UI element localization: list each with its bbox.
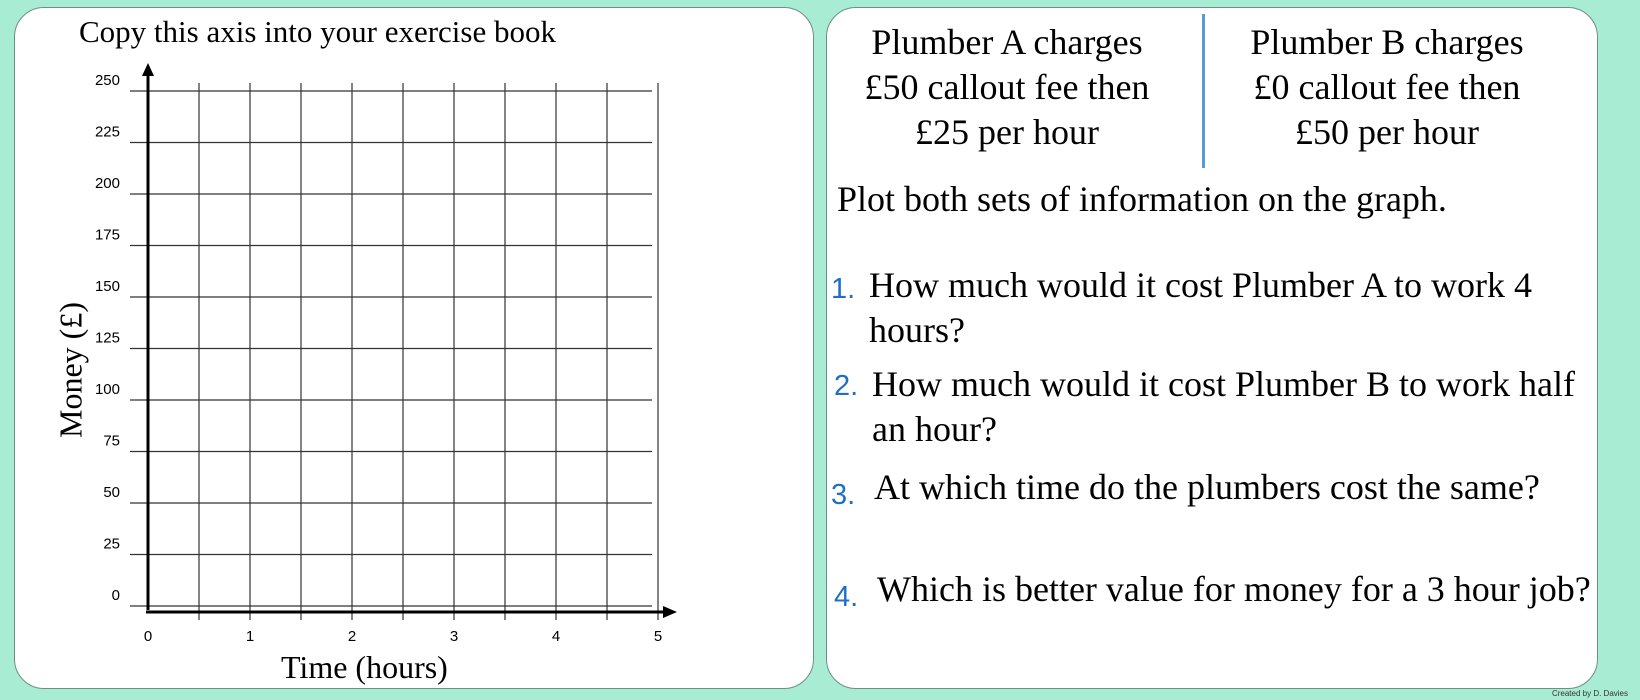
x-tick-label: 2 <box>347 628 357 645</box>
x-tick-label: 1 <box>245 628 255 645</box>
plumber-b-title: Plumber B charges <box>1250 22 1524 62</box>
footer-credit: Created by D. Davies <box>1551 689 1628 698</box>
y-tick-label: 0 <box>111 587 120 604</box>
plumber-b-rate: £50 per hour <box>1295 112 1479 152</box>
plot-instruction: Plot both sets of information on the graph. <box>837 179 1447 219</box>
question-number: 2. <box>834 370 859 402</box>
question-text-line: Which is better value for money for a 3 hour job? <box>877 569 1591 609</box>
question-text-line: How much would it cost Plumber A to work 4 <box>869 265 1532 305</box>
x-tick-label: 0 <box>143 628 153 645</box>
y-tick-label: 125 <box>94 329 120 347</box>
y-tick-label: 250 <box>94 72 120 89</box>
plumber-a-info <box>827 20 1187 155</box>
y-tick-label: 75 <box>103 432 120 450</box>
y-tick-label: 175 <box>94 226 120 244</box>
questions-panel <box>826 7 1598 689</box>
y-tick-label: 200 <box>94 175 120 192</box>
plumber-b-callout: £0 callout fee then <box>1253 67 1521 107</box>
question-number: 1. <box>831 273 856 305</box>
plumber-a-title: Plumber A charges <box>871 22 1143 62</box>
x-tick-label: 5 <box>653 628 663 645</box>
plumber-b-info <box>1207 20 1567 155</box>
question-text-line: At which time do the plumbers cost the same? <box>874 467 1540 507</box>
y-axis-title: Money (£) <box>52 302 89 438</box>
plumber-a-rate: £25 per hour <box>915 112 1099 152</box>
axis-grid <box>15 8 815 690</box>
question-text-line: hours? <box>869 310 965 350</box>
question-text-line: How much would it cost Plumber B to work half <box>872 364 1575 404</box>
y-axis-arrow-icon <box>142 63 154 76</box>
y-tick-label: 225 <box>94 123 120 141</box>
y-tick-label: 25 <box>103 535 120 553</box>
plumber-a-callout: £50 callout fee then <box>864 67 1150 107</box>
question-text-line: an hour? <box>872 409 997 449</box>
copy-instruction: Copy this axis into your exercise book <box>79 14 556 49</box>
y-tick-label: 100 <box>94 381 120 398</box>
x-axis-title: Time (hours) <box>281 649 448 685</box>
question-number: 3. <box>831 479 856 511</box>
question-number: 4. <box>834 581 859 613</box>
y-tick-label: 50 <box>103 484 120 501</box>
x-tick-label: 3 <box>449 628 459 645</box>
x-tick-label: 4 <box>551 628 561 645</box>
graph-panel <box>14 7 814 689</box>
plumber-divider <box>1202 14 1205 168</box>
x-axis-arrow-icon <box>663 606 677 618</box>
y-tick-label: 150 <box>94 278 120 295</box>
